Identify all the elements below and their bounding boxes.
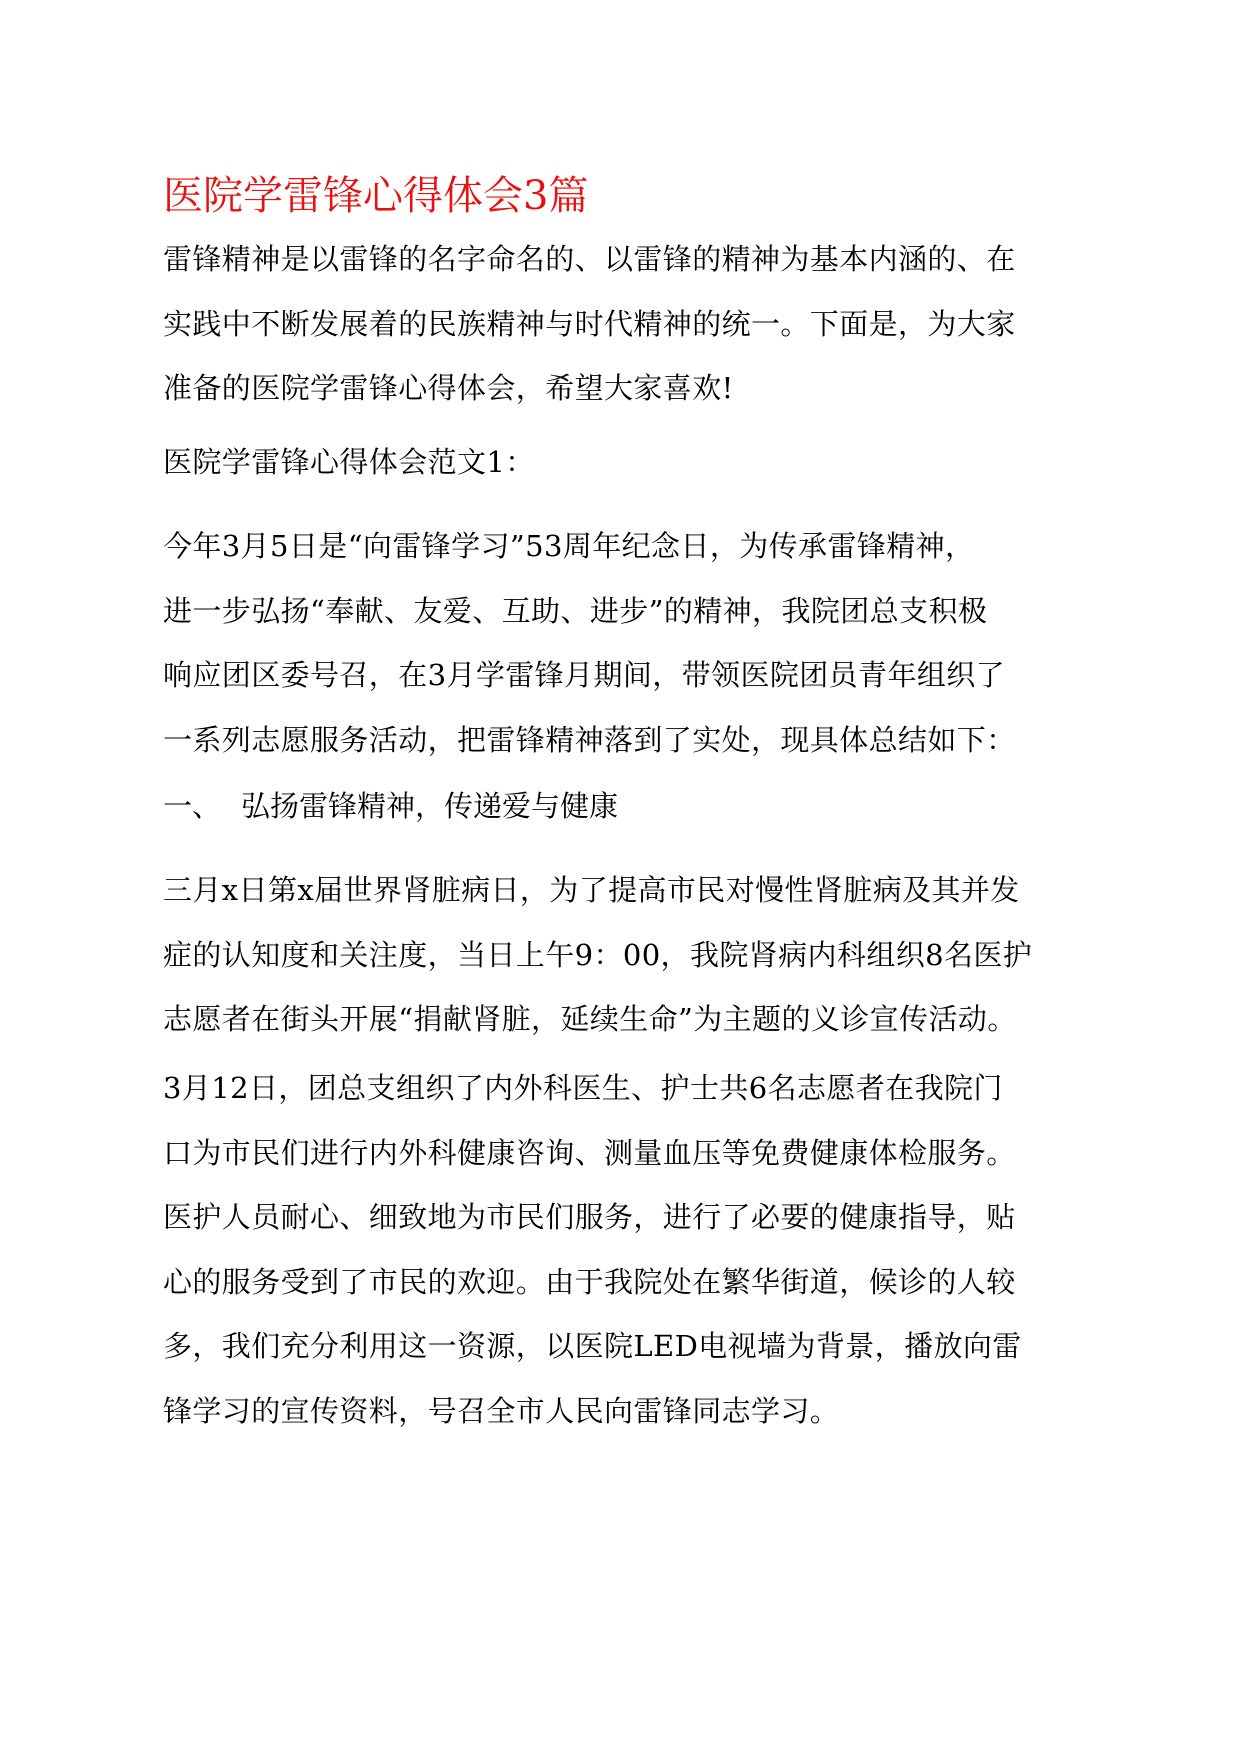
paragraph-line: 雷锋精神是以雷锋的名字命名的、以雷锋的精神为基本内涵的、在 [163, 242, 1016, 276]
paragraph-line: 多，我们充分利用这一资源，以医院LED电视墙为背景，播放向雷 [163, 1329, 1022, 1363]
paragraph-1 [163, 514, 1103, 772]
sample-label [163, 430, 1103, 495]
paragraph-line: 医护人员耐心、细致地为市民们服务，进行了必要的健康指导，贴 [163, 1200, 1016, 1234]
section-number: 一、 [163, 789, 222, 823]
paragraph-line: 准备的医院学雷锋心得体会，希望大家喜欢! [163, 371, 734, 405]
paragraph-line: 响应团区委号召，在3月学雷锋月期间，带领医院团员青年组织了 [163, 658, 1006, 692]
section-heading-1 [163, 774, 1103, 839]
intro-paragraph [163, 227, 1103, 421]
document-title: 医院学雷锋心得体会3篇 [163, 173, 589, 219]
section-heading-text: 弘扬雷锋精神，传递爱与健康 [241, 789, 619, 823]
document-page [163, 0, 1103, 1754]
paragraph-line: 一系列志愿服务活动，把雷锋精神落到了实处，现具体总结如下： [163, 722, 1016, 757]
sample-label-text: 医院学雷锋心得体会范文1： [163, 445, 535, 479]
paragraph-line: 三月x日第x届世界肾脏病日，为了提高市民对慢性肾脏病及其并发 [163, 873, 1020, 907]
paragraph-line: 症的认知度和关注度，当日上午9：00，我院肾病内科组织8名医护 [163, 937, 1033, 972]
paragraph-line: 今年3月5日是“向雷锋学习”53周年纪念日，为传承雷锋精神， [163, 529, 975, 563]
paragraph-line: 3月12日，团总支组织了内外科医生、护士共6名志愿者在我院门 [163, 1071, 1003, 1105]
paragraph-line: 志愿者在街头开展“捐献肾脏，延续生命”为主题的义诊宣传活动。 [163, 1002, 1017, 1036]
paragraph-line: 进一步弘扬“奉献、友爱、互助、进步”的精神，我院团总支积极 [163, 593, 988, 628]
paragraph-line: 实践中不断发展着的民族精神与时代精神的统一。下面是，为大家 [163, 306, 1016, 341]
paragraph-3 [163, 1056, 1103, 1443]
paragraph-line: 锋学习的宣传资料，号召全市人民向雷锋同志学习。 [163, 1393, 840, 1428]
paragraph-line: 口为市民们进行内外科健康咨询、测量血压等免费健康体检服务。 [163, 1135, 1016, 1170]
paragraph-line: 心的服务受到了市民的欢迎。由于我院处在繁华街道，候诊的人较 [163, 1264, 1016, 1299]
paragraph-2 [163, 858, 1103, 1052]
